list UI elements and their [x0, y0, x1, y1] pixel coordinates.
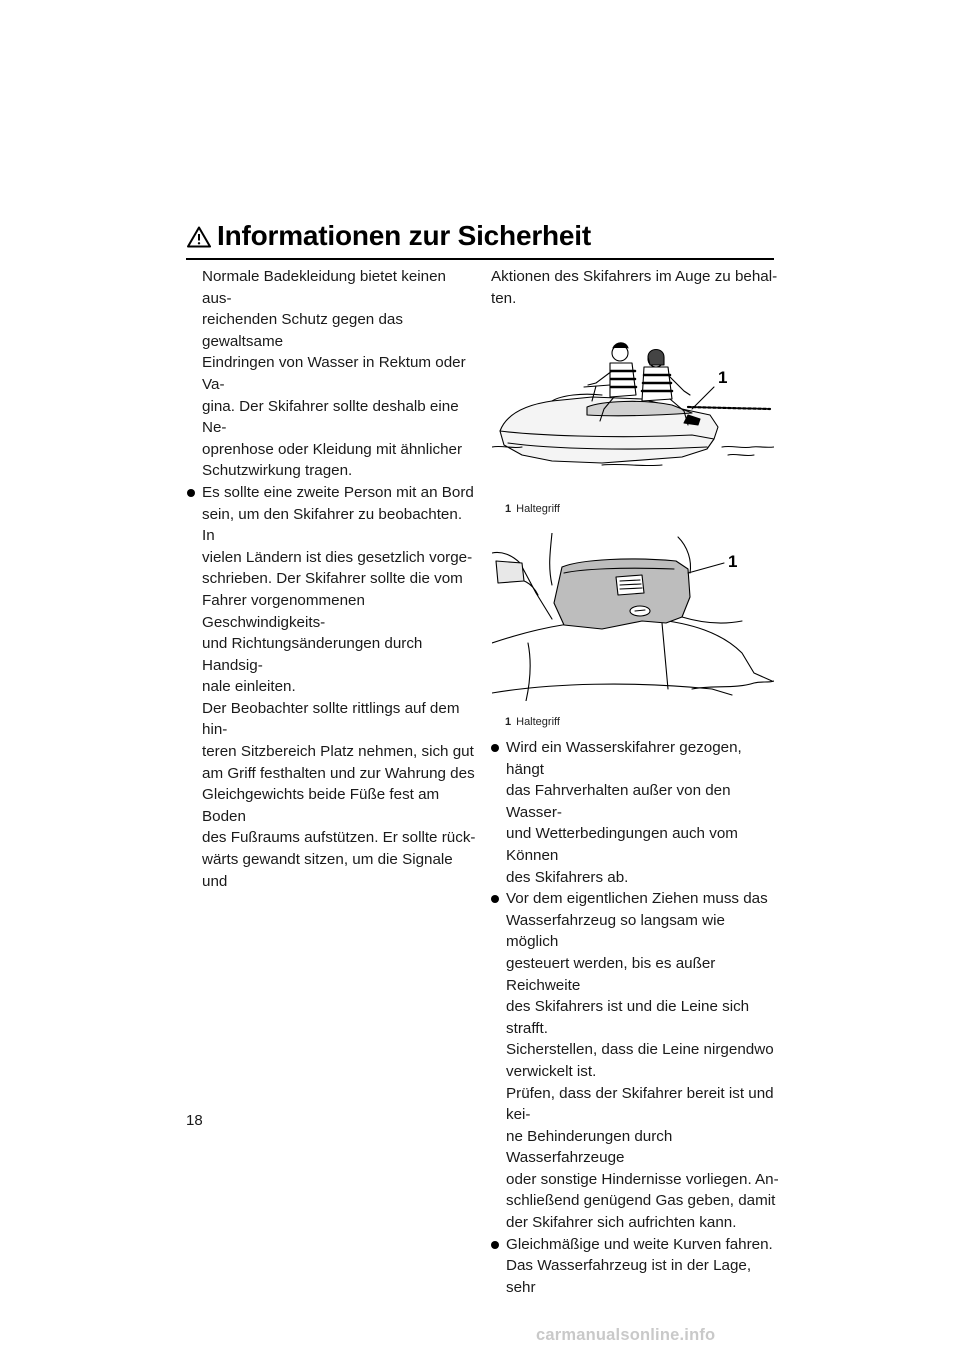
- text-line: schließend genügend Gas geben, damit: [506, 1192, 776, 1210]
- text-line: Normale Badekleidung bietet keinen aus-: [202, 268, 447, 307]
- right-column-bullets: [491, 737, 781, 1298]
- text-line: wärts gewandt sitzen, um die Signale und: [202, 851, 453, 890]
- text-line: reichenden Schutz gegen das gewaltsame: [202, 311, 403, 350]
- intro-paragraph: [187, 266, 477, 482]
- text-line: der Skifahrer sich aufrichten kann.: [506, 1214, 737, 1232]
- text-line: Das Wasserfahrzeug ist in der Lage, sehr: [506, 1257, 752, 1296]
- page-title: Informationen zur Sicherheit: [217, 220, 591, 251]
- text-line: des Skifahrers ab.: [506, 868, 629, 886]
- caption-number: 1: [505, 716, 512, 728]
- figure-2-callout: 1: [728, 552, 738, 571]
- bullet-item: [491, 737, 781, 888]
- bullet-dot-icon: [491, 1241, 499, 1249]
- text-line: ne Behinderungen durch Wasserfahrzeuge: [506, 1127, 673, 1167]
- text-line: ten.: [491, 289, 517, 307]
- text-line: oprenhose oder Kleidung mit ähnlicher: [202, 440, 463, 458]
- text-line: Aktionen des Skifahrers im Auge zu behal-: [491, 268, 778, 285]
- text-line: Gleichgewichts beide Füße fest am Boden: [202, 786, 440, 825]
- text-line: des Fußraums aufstützen. Er sollte rück-: [202, 829, 476, 847]
- watercraft-observer-illustration: [492, 335, 774, 470]
- warning-triangle-icon: [187, 226, 211, 248]
- text-line: Wasserfahrzeug so langsam wie möglich: [506, 911, 725, 951]
- watermark: carmanualsonline.info: [536, 1326, 716, 1344]
- text-line: Sicherstellen, dass die Leine nirgendwo: [506, 1041, 774, 1059]
- page-header: [186, 222, 774, 260]
- bullet-item: [187, 482, 477, 892]
- figure-1-caption: [505, 503, 560, 515]
- bullet-dot-icon: [491, 744, 499, 752]
- text-line: gesteuert werden, bis es außer Reichweite: [506, 954, 716, 994]
- text-line: Prüfen, dass der Skifahrer bereit ist und kei-: [506, 1084, 774, 1124]
- bullet-dot-icon: [187, 489, 195, 497]
- text-line: am Griff festhalten und zur Wahrung des: [202, 764, 475, 782]
- page-number: 18: [186, 1112, 203, 1129]
- text-line: Vor dem eigentlichen Ziehen muss das: [506, 890, 768, 908]
- bullet-item: [491, 1234, 781, 1299]
- figure-2-caption: [505, 716, 560, 728]
- bullet-item: [491, 888, 781, 1234]
- text-line: Der Beobachter sollte rittlings auf dem hin-: [202, 699, 460, 739]
- text-line: Es sollte eine zweite Person mit an Bord: [202, 483, 474, 501]
- figure-1-callout: 1: [718, 368, 728, 387]
- text-line: und Wetterbedingungen auch vom Können: [506, 825, 738, 864]
- text-line: Schutzwirkung tragen.: [202, 462, 353, 480]
- text-line: des Skifahrers ist und die Leine sich strafft.: [506, 998, 750, 1037]
- text-line: Gleichmäßige und weite Kurven fahren.: [506, 1235, 773, 1253]
- text-line: das Fahrverhalten außer von den Wasser-: [506, 782, 731, 821]
- text-line: sein, um den Skifahrer zu beobachten. In: [202, 505, 463, 545]
- text-line: Eindringen von Wasser in Rektum oder Va-: [202, 354, 466, 393]
- left-column: [187, 266, 477, 892]
- caption-text: Haltegriff: [516, 503, 560, 515]
- bullet-dot-icon: [491, 895, 499, 903]
- text-line: schrieben. Der Skifahrer sollte die vom: [202, 570, 463, 588]
- text-line: vielen Ländern ist dies gesetzlich vorge-: [202, 548, 473, 566]
- text-line: gina. Der Skifahrer sollte deshalb eine Ne-: [202, 397, 459, 437]
- grab-handle-illustration: [492, 533, 774, 701]
- text-line: Wird ein Wasserskifahrer gezogen, hängt: [506, 739, 742, 778]
- text-line: Fahrer vorgenommenen Geschwindigkeits-: [202, 591, 365, 631]
- text-line: und Richtungsänderungen durch Handsig-: [202, 635, 423, 674]
- text-line: teren Sitzbereich Platz nehmen, sich gut: [202, 743, 474, 761]
- text-line: verwickelt ist.: [506, 1062, 597, 1080]
- right-column-continuation: [491, 266, 781, 309]
- caption-number: 1: [505, 503, 512, 515]
- caption-text: Haltegriff: [516, 716, 560, 728]
- text-line: oder sonstige Hindernisse vorliegen. An-: [506, 1170, 779, 1188]
- text-line: nale einleiten.: [202, 678, 296, 696]
